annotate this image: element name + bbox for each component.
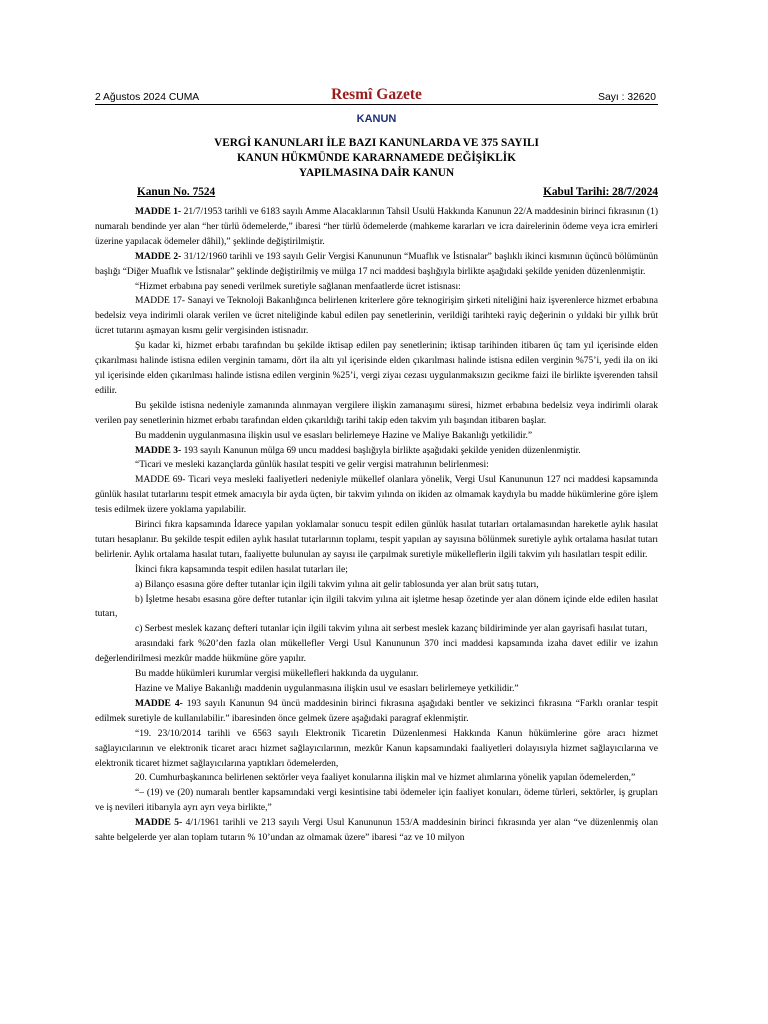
- law-body: [95, 205, 658, 846]
- gazette-title: Resmî Gazete: [331, 86, 422, 103]
- paragraph-text: MADDE 69- Ticari veya mesleki faaliyetleri nedeniyle mükellef olanlara yönelik, Vergi Usul Kanununun 127 nci maddesi kapsamında günlük hasılat tutarlarını tespit etmek amacıyla bir ayda üçten, bir takvim yılında on ikiden az olmamak kaydıyla bu madde hükümlerine göre işlem tesis edilmek üzere yoklama yapılabilir.: [95, 475, 658, 516]
- law-paragraph: [95, 458, 658, 473]
- law-title-line: YAPILMASINA DAİR KANUN: [298, 167, 455, 179]
- law-paragraph: [95, 622, 658, 637]
- law-paragraph: [95, 697, 658, 727]
- paragraph-text: “Hizmet erbabına pay senedi verilmek suretiyle sağlanan menfaatlerde ücret istisnası:: [135, 281, 461, 292]
- law-paragraph: [95, 294, 658, 339]
- paragraph-text: Bu madde hükümleri kurumlar vergisi mükellefleri hakkında da uygulanır.: [135, 669, 419, 680]
- paragraph-text: Şu kadar ki, hizmet erbabı tarafından bu şekilde iktisap edilen pay senetlerinin; iktisap tarihinden itibaren üç tam yıl içerisinde elden çıkarılması halinde istisna edilen verginin tamamı, dört ila altı yıl içerisinde elden çıkarılması halinde istisna edilen verginin %75’i, yedi ila on iki yıl içerisinde elden çıkarılması halinde istisna edilen verginin %25’i, vergi ziyaı cezası uygulanmaksızın gecikme faizi ile birlikte işverenden tahsil edilir.: [95, 341, 658, 396]
- issue-number: Sayı : 32620: [598, 92, 656, 103]
- law-paragraph: [95, 727, 658, 772]
- paragraph-text: arasındaki fark %20’den fazla olan mükellefler Vergi Usul Kanununun 370 inci maddesi kapsamında izaha davet edilir ve izahın değerlendirilmesi mezkûr madde hükmüne göre yapılır.: [95, 639, 658, 665]
- paragraph-text: MADDE 17- Sanayi ve Teknoloji Bakanlığınca belirlenen kriterlere göre teknogirişim şirketi niteliğini haiz işverenlerce hizmet erbabına bedelsiz veya indirimli olarak verilen ve ücret niteliğinde kabul edilen pay senetlerinin, verildiği tarihteki rayiç değerinin o yıldaki bir yıllık brüt ücret tutarını aşmayan kısmı gelir vergisinden istisnadır.: [95, 296, 658, 337]
- law-meta: [137, 186, 658, 202]
- law-paragraph: [95, 637, 658, 667]
- paragraph-text: 21/7/1953 tarihli ve 6183 sayılı Amme Alacaklarının Tahsil Usulü Hakkında Kanunun 22/A maddesinin birinci fıkrasının (1) numaralı bendinde yer alan “her türlü ödemelerde,” ibaresi “her türlü ödemelerde (mahkeme kararları ve icra dairelerinin ödeme veya icra emirleri üzerine yapılacak ödemeler dâhil),” şeklinde değiştirilmiştir.: [95, 207, 658, 247]
- law-paragraph: [95, 771, 658, 786]
- law-paragraph: [95, 280, 658, 295]
- paragraph-text: a) Bilanço esasına göre defter tutanlar için ilgili takvim yılına ait gelir tablosunda yer alan brüt satış tutarı,: [135, 579, 539, 590]
- article-label: MADDE 4-: [135, 698, 183, 709]
- law-paragraph: [95, 816, 658, 846]
- law-paragraph: [95, 667, 658, 682]
- article-label: MADDE 2-: [135, 251, 182, 262]
- law-title: [95, 136, 658, 181]
- acceptance-date: Kabul Tarihi: 28/7/2024: [543, 186, 658, 198]
- article-label: MADDE 5-: [135, 818, 183, 829]
- paragraph-text: “19. 23/10/2014 tarihli ve 6563 sayılı Elektronik Ticaretin Düzenlenmesi Hakkında Kanun hükümlerine göre aracı hizmet sağlayıcılarının ve elektronik ticaret aracı hizmet sağlayıcılarının, mezkûr Kanun kapsamındaki faaliyetleri dolayısıyla hizmet sağlayıcılarına ve elektronik ticaret hizmet sağlayıcılarına yaptıkları ödemelerden,: [95, 728, 658, 769]
- paragraph-text: Birinci fıkra kapsamında İdarece yapılan yoklamalar sonucu tespit edilen günlük hasılat tutarları ortalamasından hareketle aylık hasılat tutarı hesaplanır. Bu şekilde tespit edilen aylık hasılat tutarlarının toplamı, tespit yapılan ay sayısına bölünmek suretiyle aylık ortalama hasılat tutarı belirlenir. Aylık ortalama hasılat tutarı, faaliyette bulunulan ay sayısı ile çarpılmak suretiyle mükelleflerin ilgili takvim yılı hasılatları tespit edilir.: [95, 520, 658, 560]
- law-title-line: KANUN HÜKMÜNDE KARARNAMEDE DEĞİŞİKLİK: [237, 152, 516, 164]
- paragraph-text: 20. Cumhurbaşkanınca belirlenen sektörler veya faaliyet konularına ilişkin mal ve hizmet alımlarına yönelik yapılan ödemelerden,”: [135, 773, 636, 784]
- law-paragraph: [95, 205, 658, 250]
- law-number: Kanun No. 7524: [137, 186, 216, 198]
- law-paragraph: [95, 593, 658, 623]
- paragraph-text: İkinci fıkra kapsamında tespit edilen hasılat tutarları ile;: [135, 564, 348, 575]
- paragraph-text: b) İşletme hesabı esasına göre defter tutanlar için ilgili takvim yılına ait işletme hesap özetinde yer alan dönem içinde elde edilen hasılat tutarı,: [95, 594, 658, 620]
- paragraph-text: 4/1/1961 tarihli ve 213 sayılı Vergi Usul Kanununun 153/A maddesinin birinci fıkrasında yer alan “ve düzenlenmiş olan sahte belgelerde yer alan toplam tutarın % 10’undan az olmamak üzere” ibaresi “az ve 10 milyon: [95, 818, 658, 844]
- law-title-line: VERGİ KANUNLARI İLE BAZI KANUNLARDA VE 375 SAYILI: [214, 137, 539, 149]
- law-paragraph: [95, 444, 658, 459]
- paragraph-text: “– (19) ve (20) numaralı bentler kapsamındaki vergi kesintisine tabi ödemeler için faaliyet konuları, ödeme türleri, sektörler, iş grupları ve iş nevileri itibarıyla ayrı ayrı veya birlikte,”: [95, 788, 658, 814]
- law-paragraph: [95, 250, 658, 280]
- law-paragraph: [95, 399, 658, 429]
- law-paragraph: [95, 786, 658, 816]
- law-paragraph: [95, 473, 658, 518]
- issue-date: 2 Ağustos 2024 CUMA: [95, 92, 200, 103]
- law-paragraph: [95, 518, 658, 563]
- law-paragraph: [95, 578, 658, 593]
- paragraph-text: 193 sayılı Kanunun 94 üncü maddesinin birinci fıkrasına aşağıdaki bentler ve sekizinci fıkrasına “Farklı oranlar tespit edilmek suretiyle de kullanılabilir.” ibaresinden önce gelmek üzere aşağıdaki paragraf eklenmiştir.: [95, 698, 658, 724]
- law-paragraph: [95, 339, 658, 399]
- section-heading: KANUN: [356, 113, 397, 125]
- paragraph-text: Bu maddenin uygulanmasına ilişkin usul ve esasları belirlemeye Hazine ve Maliye Bakanlığı yetkilidir.”: [135, 430, 533, 441]
- paragraph-text: Hazine ve Maliye Bakanlığı maddenin uygulanmasına ilişkin usul ve esasları belirlemeye yetkilidir.”: [135, 684, 519, 694]
- article-label: MADDE 3-: [135, 445, 182, 456]
- header-rule: [95, 104, 658, 105]
- law-paragraph: [95, 682, 658, 697]
- paragraph-text: Bu şekilde istisna nedeniyle zamanında alınmayan vergilere ilişkin zamanaşımı süresi, hizmet erbabına bedelsiz veya indirimli olarak verilen pay senetlerinin hizmet erbabı tarafından elden çıkarıldığı tarihi takip eden takvim yılı başından itibaren başlar.: [95, 400, 658, 426]
- paragraph-text: c) Serbest meslek kazanç defteri tutanlar için ilgili takvim yılına ait serbest meslek kazanç bildiriminde yer alan gayrisafi hasılat tutarı,: [135, 624, 648, 635]
- paragraph-text: 31/12/1960 tarihli ve 193 sayılı Gelir Vergisi Kanununun “Muaflık ve İstisnalar” başlıklı ikinci kısmının üçüncü bölümünün başlığı “Diğer Muaflık ve İstisnalar” şeklinde değiştirilmiş ve mülga 17 nci maddesi başlığıyla birlikte aşağıdaki şekilde yeniden düzenlenmiştir.: [95, 251, 658, 277]
- law-paragraph: [95, 429, 658, 444]
- paragraph-text: “Ticari ve mesleki kazançlarda günlük hasılat tespiti ve gelir vergisi matrahının belirlenmesi:: [135, 460, 489, 471]
- paragraph-text: 193 sayılı Kanunun mülga 69 uncu maddesi başlığıyla birlikte aşağıdaki şekilde yeniden düzenlenmiştir.: [181, 445, 581, 456]
- law-paragraph: [95, 563, 658, 578]
- article-label: MADDE 1-: [135, 207, 182, 217]
